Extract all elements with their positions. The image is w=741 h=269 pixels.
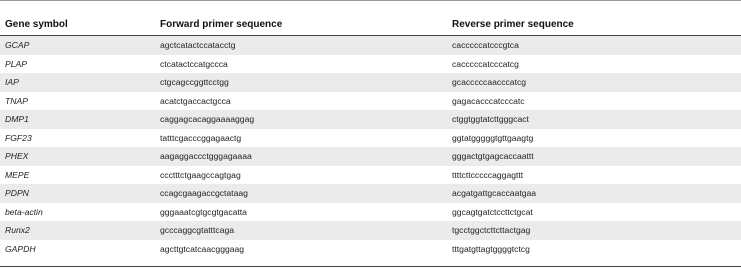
forward-primer-cell: ccagcgaagaccgctataag xyxy=(155,184,447,203)
gene-symbol-cell: IAP xyxy=(0,73,155,92)
table-row xyxy=(0,55,741,74)
header-reverse-primer: Reverse primer sequence xyxy=(447,13,741,36)
forward-primer-cell: acatctgaccactgcca xyxy=(155,92,447,111)
table-row xyxy=(0,221,741,240)
reverse-primer-cell: gagacacccatcccatc xyxy=(447,92,741,111)
table-row xyxy=(0,184,741,203)
forward-primer-cell: agctcatactccatacctg xyxy=(155,36,447,55)
reverse-primer-cell: tttgatgttagtggggtctcg xyxy=(447,240,741,259)
reverse-primer-cell: acgatgattgcaccaatgaa xyxy=(447,184,741,203)
table-row xyxy=(0,129,741,148)
forward-primer-cell: tatttcgacccggagaactg xyxy=(155,129,447,148)
table-row xyxy=(0,92,741,111)
reverse-primer-cell: ttttcttcccccaggagttt xyxy=(447,166,741,185)
reverse-primer-cell: ctggtggtatcttgggcact xyxy=(447,110,741,129)
primer-table xyxy=(0,13,741,258)
reverse-primer-cell: cacccccatcccatcg xyxy=(447,55,741,74)
table-bottom-rule xyxy=(0,266,741,267)
reverse-primer-cell: tgcctggctcttcttactgag xyxy=(447,221,741,240)
forward-primer-cell: gcccaggcgtatttcaga xyxy=(155,221,447,240)
table-body xyxy=(0,36,741,259)
table-row xyxy=(0,166,741,185)
reverse-primer-cell: ggcagtgatctccttctgcat xyxy=(447,203,741,222)
gene-symbol-cell: GAPDH xyxy=(0,240,155,259)
table-header xyxy=(0,13,741,36)
gene-symbol-cell: DMP1 xyxy=(0,110,155,129)
forward-primer-cell: agcttgtcatcaacgggaag xyxy=(155,240,447,259)
forward-primer-cell: ctgcagccggttcctgg xyxy=(155,73,447,92)
forward-primer-cell: ctcatactccatgccca xyxy=(155,55,447,74)
gene-symbol-cell: PHEX xyxy=(0,147,155,166)
header-row xyxy=(0,13,741,36)
table-row xyxy=(0,240,741,259)
table-row xyxy=(0,147,741,166)
table-row xyxy=(0,110,741,129)
reverse-primer-cell: ggtatgggggtgttgaagtg xyxy=(447,129,741,148)
gene-symbol-cell: PDPN xyxy=(0,184,155,203)
gene-symbol-cell: FGF23 xyxy=(0,129,155,148)
forward-primer-cell: ccctttctgaagccagtgag xyxy=(155,166,447,185)
gene-symbol-cell: MEPE xyxy=(0,166,155,185)
table-row xyxy=(0,36,741,55)
table-row xyxy=(0,73,741,92)
header-gene-symbol: Gene symbol xyxy=(0,13,155,36)
table-row xyxy=(0,203,741,222)
reverse-primer-cell: gcacccccaacccatcg xyxy=(447,73,741,92)
table-top-rule xyxy=(0,0,741,1)
gene-symbol-cell: GCAP xyxy=(0,36,155,55)
gene-symbol-cell: PLAP xyxy=(0,55,155,74)
forward-primer-cell: gggaaatcgtgcgtgacatta xyxy=(155,203,447,222)
gene-symbol-cell: Runx2 xyxy=(0,221,155,240)
reverse-primer-cell: gggactgtgagcaccaattt xyxy=(447,147,741,166)
reverse-primer-cell: cacccccatcccgtca xyxy=(447,36,741,55)
gene-symbol-cell: TNAP xyxy=(0,92,155,111)
forward-primer-cell: caggagcacaggaaaaggag xyxy=(155,110,447,129)
header-forward-primer: Forward primer sequence xyxy=(155,13,447,36)
gene-symbol-cell: beta-actin xyxy=(0,203,155,222)
forward-primer-cell: aagaggaccctgggagaaaa xyxy=(155,147,447,166)
